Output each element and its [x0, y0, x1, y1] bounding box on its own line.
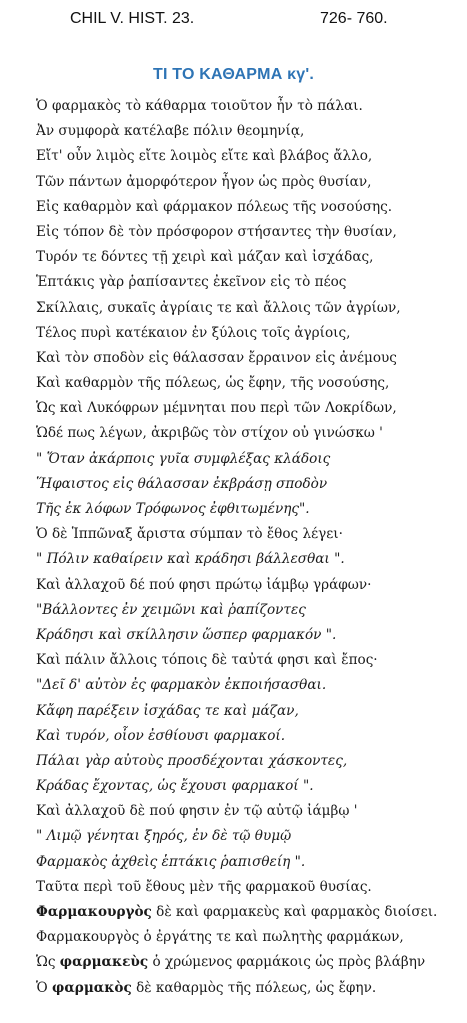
verse-line: Κράδησι καὶ σκίλλησιν ὥσπερ φαρμακόν ".: [36, 626, 337, 643]
verse-line-rest: δὲ καὶ φαρμακεὺς καὶ φαρμακὸς διοίσει.: [151, 904, 438, 920]
page-header: [0, 10, 467, 34]
verse-line: Ἥφαιστος εἰς θάλασσαν ἐκβράσῃ σποδὸν: [36, 475, 328, 492]
verse-range: 726- 760.: [320, 10, 388, 27]
verse-line: " Πόλιν καθαίρειν καὶ κράδησι βάλλεσθαι ".: [36, 551, 345, 568]
verse-line-prefix: Ὁ: [36, 979, 53, 996]
verse-line: Φαρμακουργὸς ὁ ἐργάτης τε καὶ πωλητὴς φαρμάκων,: [36, 929, 404, 946]
verse-line: Καὶ ἀλλαχοῦ δέ πού φησι πρώτῳ ἰάμβῳ γράφων·: [36, 576, 372, 593]
verse-line: "Δεῖ δ' αὐτὸν ἐς φαρμακὸν ἐκποιήσασθαι.: [36, 677, 327, 694]
emphasized-term: φαρμακὸς: [52, 979, 132, 996]
verse-line: Ὡδέ πως λέγων, ἀκριβῶς τὸν στίχον οὐ γινώσκω ': [36, 425, 383, 442]
verse-line: [36, 950, 464, 975]
verse-line: Καὶ πάλιν ἄλλοις τόποις δὲ ταὐτά φησι καὶ ἔπος·: [36, 652, 378, 669]
verse-line: " Ὅταν ἀκάρποις γυῖα συμφλέξας κλάδοις: [36, 450, 331, 467]
verse-line: Τῆς ἐκ λόφων Τρόφωνος ἐφθιτωμένης".: [36, 501, 310, 517]
verse-line: Καὶ καθαρμὸν τῆς πόλεως, ὡς ἔφην, τῆς νοσούσης,: [36, 375, 390, 392]
verse-line: [36, 976, 464, 1001]
verse-text-body: [36, 94, 464, 1001]
verse-line: Εἴτ' οὖν λιμὸς εἴτε λοιμὸς εἴτε καὶ βλάβος ἄλλο,: [36, 148, 373, 165]
source-reference: CHIL V. HIST. 23.: [70, 10, 195, 27]
verse-line: Καὶ τὸν σποδὸν εἰς θάλασσαν ἔρραινον εἰς ἀνέμους: [36, 349, 397, 366]
verse-line: Πάλαι γὰρ αὐτοὺς προσδέχονται χάσκοντες,: [36, 752, 348, 769]
verse-line: Ὁ φαρμακὸς τὸ κάθαρμα τοιοῦτον ἦν τὸ πάλαι.: [36, 98, 363, 114]
emphasized-term: Φαρμακουργὸς: [36, 904, 152, 920]
verse-line: Ταῦτα περὶ τοῦ ἔθους μὲν τῆς φαρμακοῦ θυσίας.: [36, 878, 372, 895]
verse-line: Ἀν συμφορὰ κατέλαβε πόλιν θεομηνίᾳ,: [36, 123, 305, 140]
verse-line: Τῶν πάντων ἀμορφότερον ἦγον ὡς πρὸς θυσίαν,: [36, 173, 372, 190]
verse-line: Καὶ τυρόν, οἷον ἐσθίουσι φαρμακοί.: [36, 727, 286, 744]
verse-line: Ὁ δὲ Ἱππῶναξ ἄριστα σύμπαν τὸ ἔθος λέγει·: [36, 526, 343, 543]
verse-line: Εἰς τόπον δὲ τὸν πρόσφορον στήσαντες τὴν θυσίαν,: [36, 223, 397, 240]
chapter-title: ΤΙ ΤΟ ΚΑΘΑΡΜΑ κγ'.: [153, 66, 314, 83]
emphasized-term: φαρμακεὺς: [59, 954, 149, 971]
verse-line-rest: ὁ χρώμενος φαρμάκοις ὡς πρὸς βλάβην: [148, 954, 426, 971]
verse-line: Εἰς καθαρμὸν καὶ φάρμακον πόλεως τῆς νοσούσης.: [36, 198, 393, 215]
verse-line: Καὶ ἀλλαχοῦ δὲ πού φησιν ἐν τῷ αὐτῷ ἰάμβῳ ': [36, 803, 358, 820]
verse-line: Κράδας ἔχοντας, ὡς ἔχουσι φαρμακοί ".: [36, 778, 314, 795]
verse-line: Φαρμακὸς ἀχθεὶς ἑπτάκις ῥαπισθείη ".: [36, 853, 306, 870]
verse-line: Τέλος πυρὶ κατέκαιον ἐν ξύλοις τοῖς ἀγρίοις,: [36, 324, 351, 341]
verse-line: Κἄφη παρέξειν ἰσχάδας τε καὶ μάζαν,: [36, 702, 299, 719]
verse-line: Ἑπτάκις γὰρ ῥαπίσαντες ἐκεῖνον εἰς τὸ πέος: [36, 274, 347, 291]
verse-line: Ὡς καὶ Λυκόφρων μέμνηται που περὶ τῶν Λοκρίδων,: [36, 400, 397, 417]
verse-line-rest: δὲ καθαρμὸς τῆς πόλεως, ὡς ἔφην.: [131, 979, 377, 996]
verse-line: " Λιμῷ γένηται ξηρός, ἐν δὲ τῷ θυμῷ: [36, 828, 292, 845]
verse-line: Σκίλλαις, συκαῖς ἀγρίαις τε καὶ ἄλλοις τῶν ἀγρίων,: [36, 299, 401, 316]
verse-line: "Βάλλοντες ἐν χειμῶνι καὶ ῥαπίζοντες: [36, 601, 306, 618]
verse-line-prefix: Ὡς: [36, 954, 60, 971]
verse-line: Τυρόν τε δόντες τῇ χειρὶ καὶ μάζαν καὶ ἰσχάδας,: [36, 249, 374, 266]
verse-line: [36, 900, 464, 925]
